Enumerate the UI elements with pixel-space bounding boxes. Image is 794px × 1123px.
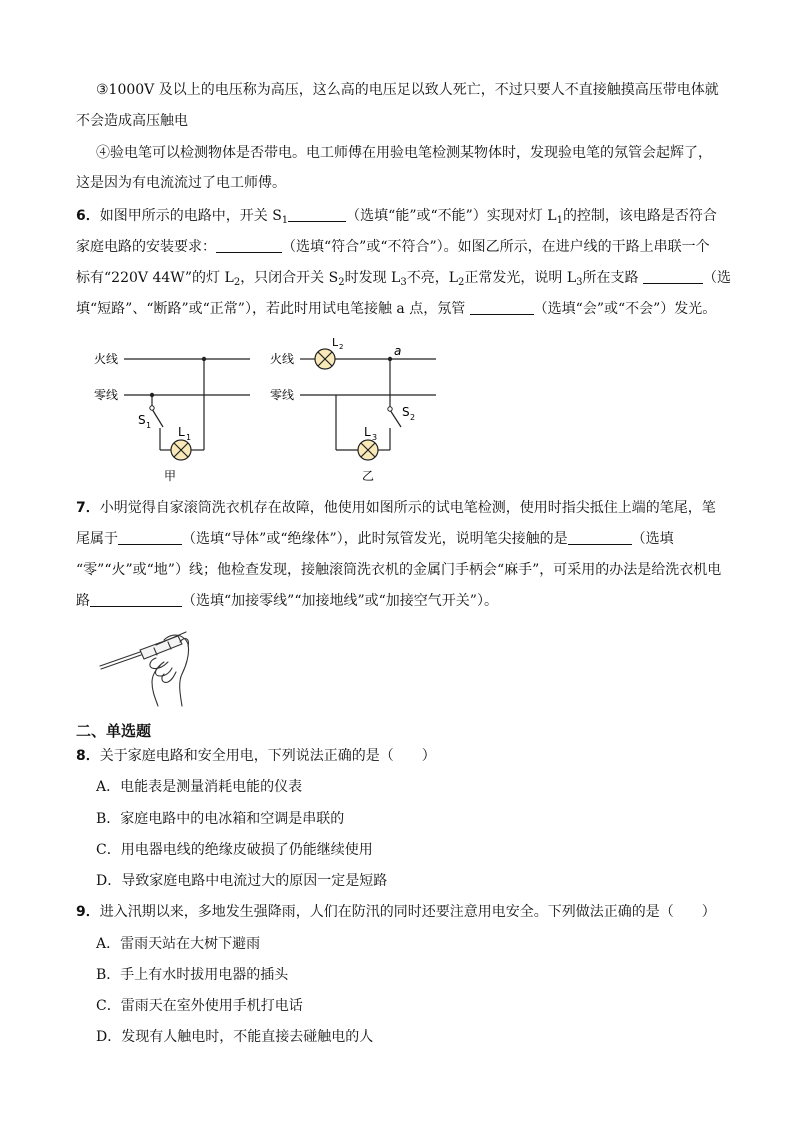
- circuit-diagram-yi: [266, 332, 446, 492]
- switch-label: S: [138, 413, 146, 427]
- q6-line3: [76, 268, 731, 288]
- q8-option-a[interactable]: A．电能表是测量消耗电能的仪表: [96, 779, 303, 795]
- answer-blank[interactable]: [118, 530, 182, 545]
- question-number: 9．: [76, 904, 100, 920]
- answer-blank[interactable]: [568, 530, 632, 545]
- lamp-label: L: [178, 425, 185, 439]
- switch-label-sub: 1: [146, 421, 152, 430]
- q8-text: 关于家庭电路和安全用电，下列说法正确的是（ ）: [99, 748, 436, 764]
- q7-text: （选填“导体”或“绝缘体”），此时氖管发光，说明笔尖接触的是: [182, 531, 568, 547]
- q6-text: 正常发光，说明 L: [464, 270, 577, 286]
- live-wire-label: 火线: [270, 352, 295, 366]
- subscript: 1: [281, 215, 289, 226]
- figure-caption: 乙: [362, 469, 375, 483]
- switch-label-sub: 2: [410, 413, 416, 422]
- q6-text: 的控制，该电路是否符合: [562, 208, 717, 224]
- q9-option-d[interactable]: D．发现有人触电时，不能直接去碰触电的人: [96, 1029, 374, 1045]
- lamp-bottom-label: L: [364, 425, 371, 439]
- answer-blank[interactable]: [643, 269, 703, 284]
- q5-item4-line2: 这是因为有电流流过了电工师傅。: [76, 175, 286, 191]
- q6-text: （选填“会”或“不会”）发光。: [533, 301, 717, 317]
- q7-line4: [76, 591, 498, 611]
- neutral-wire-label: 零线: [270, 388, 295, 402]
- lamp-top-label: L: [332, 336, 339, 349]
- subscript: 3: [576, 277, 583, 288]
- switch-label: S: [402, 405, 410, 419]
- lamp-bottom-label-sub: 3: [372, 433, 378, 442]
- q5-item4-line1: ④验电笔可以检测物体是否带电。电工师傅在用验电笔检测某物体时，发现验电笔的氖管会起辉了，: [96, 145, 712, 161]
- q6-text: 家庭电路的安装要求：: [76, 239, 216, 255]
- q5-item3-line2: 不会造成高压触电: [76, 113, 188, 129]
- q8-option-b[interactable]: B．家庭电路中的电冰箱和空调是串联的: [96, 811, 345, 827]
- q9-text: 进入汛期以来，多地发生强降雨，人们在防汛的同时还要注意用电安全。下列做法正确的是（ ）: [99, 904, 716, 920]
- q7-text: 尾属于: [76, 531, 118, 547]
- figure-caption: 甲: [164, 469, 177, 483]
- question-number: 7．: [76, 500, 100, 516]
- q9-option-a[interactable]: A．雷雨天站在大树下避雨: [96, 936, 261, 952]
- test-pen-illustration: [94, 622, 204, 708]
- answer-blank[interactable]: [216, 238, 282, 253]
- subscript: 2: [338, 277, 345, 288]
- q6-line1: [76, 206, 717, 226]
- q6-text: 标有“220V 44W”的灯 L: [76, 270, 234, 286]
- q7-line2: [76, 529, 674, 549]
- q6-text: ，只闭合开关 S: [240, 270, 339, 286]
- subscript: 2: [458, 277, 465, 288]
- q7-line1: [76, 498, 716, 518]
- point-a-label: a: [394, 344, 402, 358]
- q6-text: （选: [702, 270, 731, 286]
- q6-text: 时发现 L: [344, 270, 401, 286]
- live-wire-label: 火线: [94, 352, 119, 366]
- q8-stem: [76, 746, 436, 766]
- q6-text: （选填“能”或“不能”）实现对灯 L: [346, 208, 557, 224]
- answer-blank[interactable]: [90, 592, 182, 607]
- q8-option-c[interactable]: C．用电器电线的绝缘皮破损了仍能继续使用: [96, 842, 373, 858]
- q9-option-b[interactable]: B．手上有水时拔用电器的插头: [96, 967, 289, 983]
- q7-text: （选填: [631, 531, 674, 547]
- q6-text: 所在支路: [582, 270, 639, 286]
- circuit-diagram-jia: [90, 332, 260, 492]
- q7-text: 路: [76, 593, 90, 609]
- answer-blank[interactable]: [470, 300, 534, 315]
- answer-blank[interactable]: [288, 207, 346, 222]
- subscript: 3: [400, 277, 407, 288]
- q6-text: 如图甲所示的电路中，开关 S: [99, 208, 282, 224]
- q8-option-d[interactable]: D．导致家庭电路中电流过大的原因一定是短路: [96, 873, 388, 889]
- question-number: 6．: [76, 208, 100, 224]
- q6-text: 不亮，L: [406, 270, 459, 286]
- q6-text: （选填“符合”或“不符合”）。如图乙所示，在进户线的干路上串联一个: [282, 239, 710, 255]
- question-number: 8．: [76, 748, 100, 764]
- subscript: 2: [233, 277, 241, 288]
- lamp-label-sub: 1: [186, 433, 192, 442]
- q7-line3: “零”“火”或“地”）线；他检查发现，接触滚筒洗衣机的金属门手柄会“麻手”，可采用的办法是给洗衣机电: [76, 562, 722, 578]
- q6-line2: [76, 237, 710, 257]
- q9-option-c[interactable]: C．雷雨天在室外使用手机打电话: [96, 998, 303, 1014]
- q6-text: 填“短路”、“断路”或“正常”），若此时用试电笔接触 a 点，氖管: [76, 301, 466, 317]
- subscript: 1: [556, 215, 563, 226]
- neutral-wire-label: 零线: [94, 388, 119, 402]
- q7-text: （选填“加接零线”“加接地线”或“加接空气开关”）。: [182, 593, 498, 609]
- q7-text: 小明觉得自家滚筒洗衣机存在故障，他使用如图所示的试电笔检测，使用时指尖抵住上端的笔尾，笔: [99, 500, 716, 516]
- q5-item3-line1: ③1000V 及以上的电压称为高压，这么高的电压足以致人死亡，不过只要人不直接触摸高压带电体就: [96, 82, 719, 98]
- section-heading: 二、单选题: [76, 722, 152, 740]
- lamp-top-label-sub: 2: [339, 343, 344, 351]
- q6-line4: [76, 299, 716, 319]
- q9-stem: [76, 902, 716, 922]
